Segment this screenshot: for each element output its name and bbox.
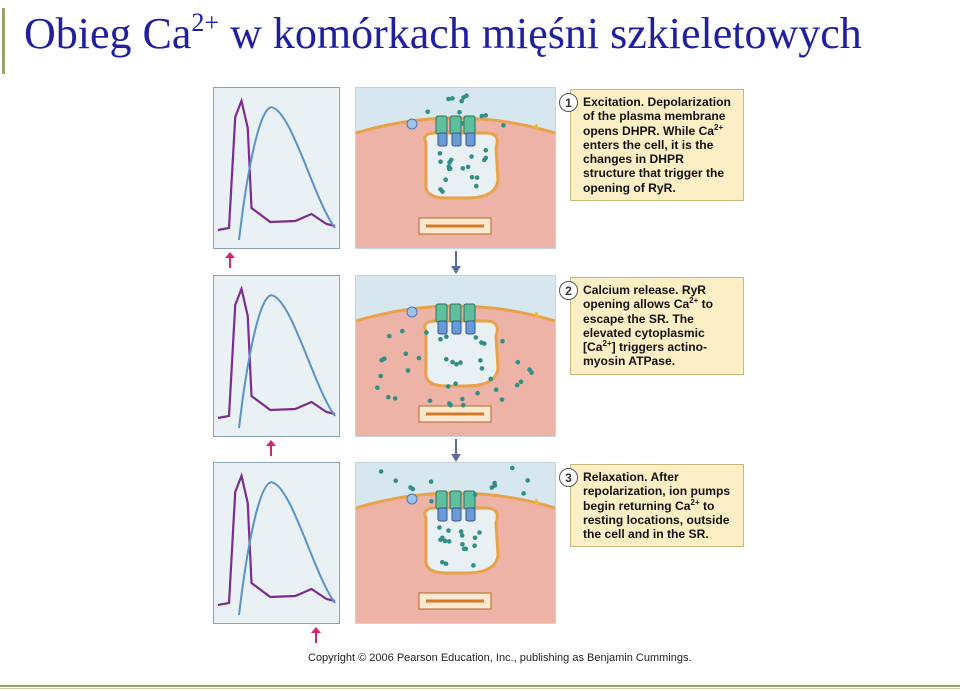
calcium-ion [501,123,506,128]
time-marker-arrow-icon [225,252,235,268]
calcium-ion [443,177,448,182]
calcium-ion [447,164,452,169]
ryr-channel [438,133,447,146]
calcium-ion [406,368,411,373]
calcium-ion [408,485,413,490]
calcium-ion [404,352,409,357]
calcium-ion [440,560,445,565]
calcium-ion [446,97,451,102]
ryr-channel [466,321,475,334]
calcium-ion [450,360,455,365]
bottom-divider-thin [0,688,960,689]
time-marker-arrow-icon [266,440,276,456]
calcium-ion [475,391,480,396]
step-number-badge: 1 [559,93,578,112]
charge-superscript: 2+ [714,122,724,132]
calcium-ion [393,396,398,401]
twitch-graph [213,275,340,437]
calcium-ion [461,166,466,171]
calcium-ion [480,366,485,371]
calcium-ion [447,539,452,544]
calcium-ion [519,380,524,385]
calcium-ion [458,360,463,365]
dhpr-channel [464,116,475,134]
calcium-ion [379,358,384,363]
step-text: Depolarization of the plasma membrane opens DHPR. While Ca [583,95,731,138]
muscle-cell-illustration [355,275,556,437]
step-text: ] triggers actino-myosin ATPase. [583,340,708,369]
calcium-ion [429,499,434,504]
ryr-channel [452,321,461,334]
calcium-ion [446,528,451,533]
pump-icon [407,494,417,504]
step-heading: Relaxation. [583,470,648,484]
calcium-ion [386,395,391,400]
step-heading: Excitation. [583,95,645,109]
calcium-ion [375,385,380,390]
twitch-graph [213,462,340,624]
calcium-ion [462,547,467,552]
calcium-ion [379,469,384,474]
calcium-ion [478,358,483,363]
calcium-ion [440,536,445,541]
calcium-ion [461,403,466,408]
calcium-ion [494,387,499,392]
calcium-ion [460,397,465,402]
calcium-ion [475,175,480,180]
step-text: enters the cell, it is the changes in DHPR structure that trigger the opening of RyR. [583,137,725,195]
charge-superscript: 2+ [602,339,612,349]
calcium-ion [437,525,442,530]
calcium-ion [424,330,429,335]
calcium-ion [400,329,405,334]
calcium-ion [387,334,392,339]
ryr-channel [438,508,447,521]
calcium-ion [429,479,434,484]
dhpr-channel [436,304,447,322]
calcium-ion [440,189,445,194]
dhpr-channel [464,304,475,322]
calcium-ion [448,403,453,408]
calcium-ion [438,151,443,156]
action-potential-curve [218,476,335,605]
calcium-ion [438,337,443,342]
ryr-channel [466,133,475,146]
calcium-ion [457,110,462,115]
calcium-ion [460,121,465,126]
calcium-ion [521,491,526,496]
step-number-badge: 3 [559,468,578,487]
calcium-ion [488,377,493,382]
calcium-ion [482,341,487,346]
time-marker-arrow-icon [311,627,321,643]
calcium-ion [471,563,476,568]
dhpr-channel [450,116,461,134]
calcium-ion [484,148,489,153]
calcium-ion [474,335,479,340]
calcium-ion [480,114,485,119]
calcium-ion [447,160,452,165]
calcium-ion [378,374,383,379]
twitch-graph [213,87,340,249]
muscle-cell-illustration [355,462,556,624]
action-potential-curve [218,101,335,230]
step-number-badge: 2 [559,281,578,300]
step-heading: Calcium release. [583,283,679,297]
step-description [570,277,744,375]
calcium-ion [500,339,505,344]
calcium-ion [469,154,474,159]
dhpr-channel [436,491,447,509]
ryr-channel [452,508,461,521]
calcium-ion [460,542,465,547]
dhpr-channel [450,304,461,322]
step-text: to resting locations, outside the cell and in the SR. [583,498,730,542]
pump-icon [407,307,417,317]
calcium-ion [460,533,465,538]
calcium-ion [484,113,489,118]
step-text: After repolarization, ion pumps begin returning Ca [583,470,731,513]
calcium-ion [444,334,449,339]
calcium-ion [417,356,422,361]
calcium-ion [516,360,521,365]
calcium-ion [466,165,471,170]
calcium-ion [473,492,478,497]
calcium-ion [461,95,466,100]
step-description [570,464,744,547]
calcium-ion [425,110,430,115]
dhpr-channel [436,116,447,134]
charge-superscript: 2+ [689,296,699,306]
action-potential-curve [218,289,335,418]
charge-superscript: 2+ [690,497,700,507]
ryr-channel [452,133,461,146]
step-text: to escape the SR. The elevated cytoplasmic [Ca [583,297,714,355]
title-accent-bar [0,0,12,78]
calcium-ion [450,96,455,101]
bottom-divider [0,685,960,687]
ryr-channel [466,508,475,521]
calcium-ion [453,381,458,386]
calcium-ion [454,362,459,367]
calcium-ion [438,159,443,164]
calcium-ion [493,483,498,488]
copyright-notice: Copyright © 2006 Pearson Education, Inc., publishing as Benjamin Cummings. [308,652,692,664]
calcium-ion [472,543,477,548]
calcium-ion [477,530,482,535]
calcium-ion [473,536,478,541]
calcium-ion [444,357,449,362]
page-title: Obieg $Ca^{2+}$ w komórkach mięśni szkieletowych [24,8,862,58]
calcium-ion [446,384,451,389]
calcium-ion [527,367,532,372]
step-text: RyR opening allows Ca [583,283,707,312]
ryr-channel [438,321,447,334]
calcium-ion [525,478,530,483]
calcium-ion [459,529,464,534]
calcium-ion [470,175,475,180]
calcium-ion [394,478,399,483]
calcium-ion [515,383,520,388]
pump-icon [407,119,417,129]
calcium-ion [510,466,515,471]
calcium-ion [474,184,479,189]
calcium-ion [428,399,433,404]
muscle-cell-illustration [355,87,556,249]
step-description [570,89,744,201]
calcium-ion [500,397,505,402]
calcium-ion [482,158,487,163]
dhpr-channel [450,491,461,509]
